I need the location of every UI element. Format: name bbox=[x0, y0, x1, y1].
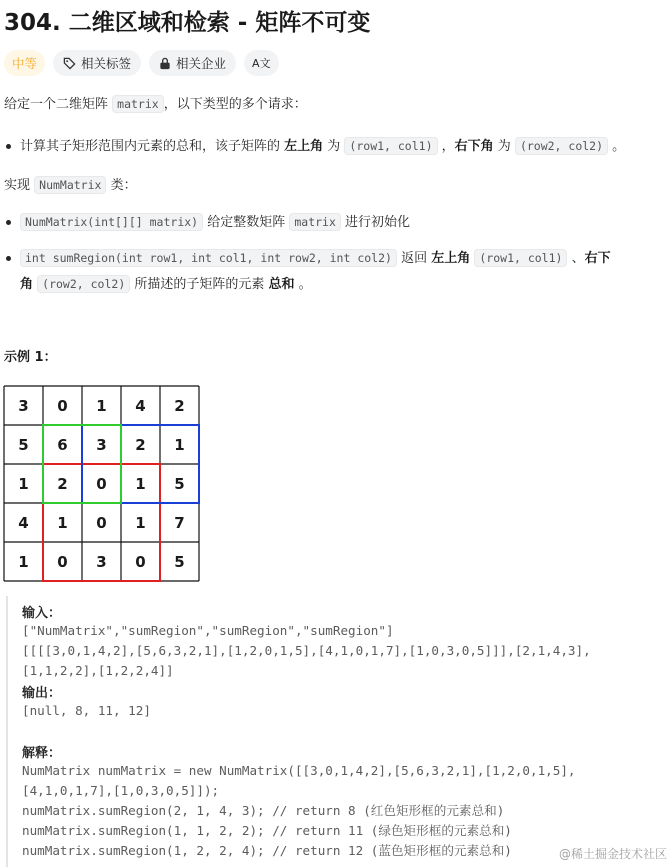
b3-bold-corner: 角 bbox=[20, 277, 34, 292]
matrix-cell: 1 bbox=[57, 513, 68, 532]
input-line: [[[[3,0,1,4,2],[5,6,3,2,1],[1,2,0,1,5],[4,1,0,1,7],[1,0,3,0,5]]],[2,1,4,3], bbox=[22, 643, 591, 658]
b1-bold-bottomright: 右下角 bbox=[454, 139, 494, 154]
impl-post: 类： bbox=[106, 178, 137, 193]
b3-line2-mid: 所描述的子矩阵的元素 bbox=[130, 277, 269, 292]
bullet-sumregion bbox=[20, 248, 611, 269]
lock-icon bbox=[159, 57, 171, 70]
b1-mid3: 为 bbox=[493, 139, 515, 154]
related-tags-button[interactable] bbox=[53, 50, 141, 76]
input-label: 输入： bbox=[22, 606, 62, 621]
b3-post: 。 bbox=[294, 277, 312, 292]
intro-pre: 给定一个二维矩阵 bbox=[4, 97, 113, 112]
matrix-cell: 0 bbox=[57, 552, 68, 571]
translate-icon: A文 bbox=[252, 57, 271, 70]
explain-line: numMatrix.sumRegion(1, 2, 2, 4); // return 12 (蓝色矩形框的元素总和) bbox=[22, 843, 512, 858]
explain-line: numMatrix.sumRegion(1, 1, 2, 2); // return 11 (绿色矩形框的元素总和) bbox=[22, 823, 512, 838]
related-companies-button[interactable] bbox=[149, 50, 236, 76]
related-tags-label: 相关标签 bbox=[81, 56, 132, 71]
matrix-cell: 1 bbox=[96, 396, 107, 415]
related-companies-label: 相关企业 bbox=[176, 56, 227, 71]
bullet-sum-desc bbox=[20, 136, 625, 157]
matrix-cell: 0 bbox=[57, 396, 68, 415]
matrix-cell: 3 bbox=[18, 396, 29, 415]
matrix-cell: 5 bbox=[18, 435, 29, 454]
matrix-cell: 5 bbox=[174, 474, 185, 493]
example-heading: 示例 1： bbox=[4, 350, 57, 365]
b3-bold-sum: 总和 bbox=[268, 277, 295, 292]
bullet-dot bbox=[6, 256, 11, 261]
b3-bold-bottomright: 右下 bbox=[584, 251, 611, 266]
explain-line: [4,1,0,1,7],[1,0,3,0,5]]); bbox=[22, 783, 220, 798]
bullet-sumregion-line2 bbox=[20, 274, 312, 295]
matrix-cell: 5 bbox=[174, 552, 185, 571]
matrix-cell: 1 bbox=[135, 513, 146, 532]
input-line: [1,1,2,2],[1,2,2,4]] bbox=[22, 663, 174, 678]
code-row1-col1: (row1, col1) bbox=[344, 137, 437, 155]
explain-line: NumMatrix numMatrix = new NumMatrix([[3,0,1,4,2],[5,6,3,2,1],[1,2,0,1,5], bbox=[22, 763, 576, 778]
b1-pre: 计算其子矩形范围内元素的总和，该子矩阵的 bbox=[20, 139, 285, 154]
code-nummatrix: NumMatrix bbox=[34, 176, 106, 194]
code-sumregion-signature: int sumRegion(int row1, int col1, int row2, int col2) bbox=[20, 249, 397, 267]
matrix-cell: 7 bbox=[174, 513, 185, 532]
matrix-cell: 1 bbox=[18, 552, 29, 571]
code-matrix-param: matrix bbox=[289, 213, 341, 231]
translate-button[interactable] bbox=[244, 50, 279, 76]
code-constructor: NumMatrix(int[][] matrix) bbox=[20, 213, 203, 231]
b3-mid2: 、 bbox=[567, 251, 585, 266]
tag-bar bbox=[4, 50, 279, 76]
b1-post: 。 bbox=[608, 139, 626, 154]
matrix-cell: 0 bbox=[135, 552, 146, 571]
b1-bold-topleft: 左上角 bbox=[284, 139, 324, 154]
matrix-cell: 4 bbox=[18, 513, 29, 532]
impl-pre: 实现 bbox=[4, 178, 35, 193]
explain-line: numMatrix.sumRegion(2, 1, 4, 3); // return 8 (红色矩形框的元素总和) bbox=[22, 803, 505, 818]
impl-text bbox=[4, 175, 137, 196]
b1-mid1: 为 bbox=[323, 139, 345, 154]
code-matrix: matrix bbox=[112, 95, 164, 113]
b3-mid: 返回 bbox=[396, 251, 432, 266]
matrix-cell: 1 bbox=[135, 474, 146, 493]
bullet-dot bbox=[6, 144, 11, 149]
matrix-cell: 3 bbox=[96, 552, 107, 571]
matrix-cell: 6 bbox=[57, 435, 68, 454]
page-title: 304. 二维区域和检索 - 矩阵不可变 bbox=[4, 10, 371, 36]
intro-text bbox=[4, 94, 307, 115]
b2-post: 进行初始化 bbox=[340, 215, 411, 230]
b2-mid: 给定整数矩阵 bbox=[203, 215, 290, 230]
matrix-cell: 2 bbox=[57, 474, 68, 493]
output-label: 输出： bbox=[22, 686, 62, 701]
matrix-cell: 2 bbox=[135, 435, 146, 454]
watermark: @稀土掘金技术社区 bbox=[558, 847, 667, 861]
example-block bbox=[6, 596, 671, 867]
matrix-cell: 4 bbox=[135, 396, 146, 415]
bullet-dot bbox=[6, 220, 11, 225]
code-row2-col2-b: (row2, col2) bbox=[37, 275, 130, 293]
matrix-cell: 0 bbox=[96, 513, 107, 532]
explain-label: 解释： bbox=[22, 746, 62, 761]
intro-post: ，以下类型的多个请求： bbox=[163, 97, 307, 112]
matrix-cell: 0 bbox=[96, 474, 107, 493]
bullet-constructor bbox=[20, 212, 410, 233]
matrix-cell: 3 bbox=[96, 435, 107, 454]
input-line: ["NumMatrix","sumRegion","sumRegion","sumRegion"] bbox=[22, 623, 394, 638]
code-row1-col1-b: (row1, col1) bbox=[474, 249, 567, 267]
b3-bold-topleft: 左上角 bbox=[431, 251, 471, 266]
difficulty-badge[interactable]: 中等 bbox=[4, 50, 45, 76]
b1-mid2: ， bbox=[437, 139, 455, 154]
matrix-cell: 2 bbox=[174, 396, 185, 415]
output-line: [null, 8, 11, 12] bbox=[22, 703, 151, 718]
code-row2-col2: (row2, col2) bbox=[515, 137, 608, 155]
matrix-figure bbox=[3, 385, 198, 580]
tag-icon bbox=[63, 57, 76, 70]
matrix-cell: 1 bbox=[174, 435, 185, 454]
matrix-cell: 1 bbox=[18, 474, 29, 493]
